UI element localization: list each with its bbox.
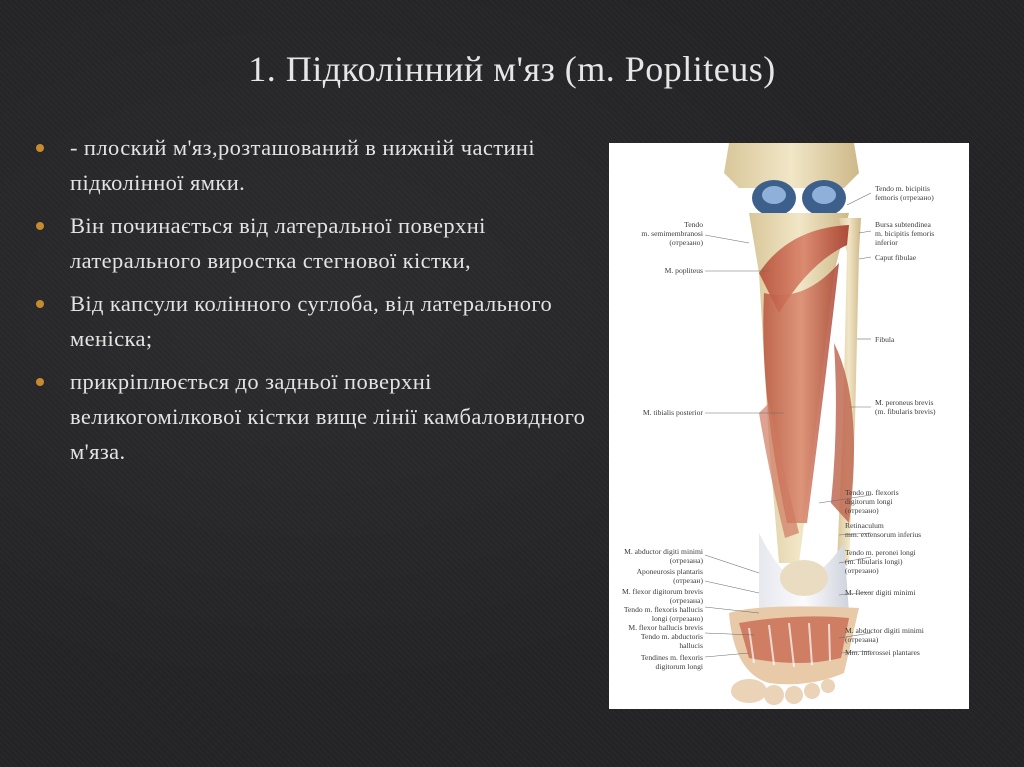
label-tendo-fdl-3: (отрезано) [845, 506, 879, 515]
label-bursa-3: inferior [875, 238, 898, 247]
label-tendo-fhl-2: longi (отрезано) [651, 614, 703, 623]
label-flexor-digiti-minimi: M. flexor digiti minimi [845, 588, 916, 597]
bullet-text: Він починається від латеральної поверхні латерального виростка стегнової кістки, [70, 213, 486, 273]
label-tendines-fdl-2: digitorum longi [655, 662, 703, 671]
bullet-text: Від капсули колінного суглоба, від латерального меніска; [70, 291, 553, 351]
bullet-item [36, 208, 596, 278]
label-abductor-dm-left: M. abductor digiti minimi [624, 547, 703, 556]
bullet-dot-icon [36, 144, 44, 152]
label-tendo-peronei: Tendo m. peronei longi [845, 548, 916, 557]
leg-illustration [609, 143, 969, 709]
label-retinaculum-2: mm. extensorum inferius [845, 530, 922, 539]
label-fhb: M. flexor hallucis brevis [628, 623, 703, 632]
bullet-text: - плоский м'яз,розташований в нижній частині підколінної ямки. [70, 135, 535, 195]
label-tendo-peronei-2: (m. fibularis longi) [845, 557, 903, 566]
label-interossei: Mm. interossei plantares [845, 648, 920, 657]
slide-title: 1. Підколінний м'яз (m. Popliteus) [248, 49, 776, 89]
bullet-list [36, 130, 596, 477]
label-fdb-2: (отрезана) [669, 596, 703, 605]
label-tendo-biceps: Tendo m. bicipitis [875, 184, 930, 193]
bullet-dot-icon [36, 300, 44, 308]
label-aponeurosis-2: (отрезан) [673, 576, 703, 585]
bullet-dot-icon [36, 222, 44, 230]
label-tendo-abductor-hallucis: Tendo m. abductoris [640, 632, 703, 641]
bullet-dot-icon [36, 378, 44, 386]
label-tendo-semimembr: Tendo [684, 220, 703, 229]
label-tendines-fdl: Tendines m. flexoris [640, 653, 703, 662]
label-fibula: Fibula [875, 335, 895, 344]
bullet-text: прикріплюється до задньої поверхні великогомілкової кістки вище лінії камбаловидного м'яза. [70, 369, 586, 464]
label-abductor-digiti-minimi-2: (отрезана) [845, 635, 879, 644]
label-abductor-digiti-minimi: M. abductor digiti minimi [845, 626, 924, 635]
femur-shape [724, 143, 859, 188]
label-fdb: M. flexor digitorum brevis [622, 587, 703, 596]
label-abductor-dm-left-2: (отрезана) [669, 556, 703, 565]
label-tendo-semimembr-2: m. semimembranosi [641, 229, 703, 238]
label-tendo-fhl: Tendo m. flexoris hallucis [623, 605, 703, 614]
label-tendo-peronei-3: (отрезано) [845, 566, 879, 575]
label-tendo-biceps-2: femoris (отрезано) [875, 193, 934, 202]
bullet-item [36, 130, 596, 200]
label-bursa-2: m. bicipitis femoris [875, 229, 935, 238]
label-tendo-fdl-2: digitorum longi [845, 497, 893, 506]
label-peroneus-brevis: M. peroneus brevis [875, 398, 934, 407]
label-popliteus: M. popliteus [664, 266, 703, 275]
bullet-item [36, 286, 596, 356]
label-bursa: Bursa subtendinea [875, 220, 931, 229]
label-retinaculum: Retinaculum [845, 521, 884, 530]
label-tendo-abductor-hallucis-2: hallucis [679, 641, 703, 650]
label-peroneus-brevis-2: (m. fibularis brevis) [875, 407, 936, 416]
label-tibialis-posterior: M. tibialis posterior [642, 408, 703, 417]
anatomy-figure [609, 143, 969, 709]
label-tendo-fdl: Tendo m. flexoris [845, 488, 899, 497]
label-caput-fibulae: Caput fibulae [875, 253, 917, 262]
label-aponeurosis: Aponeurosis plantaris [636, 567, 703, 576]
bullet-item [36, 364, 596, 469]
label-tendo-semimembr-3: (отрезано) [669, 238, 703, 247]
labels-left [622, 220, 703, 671]
